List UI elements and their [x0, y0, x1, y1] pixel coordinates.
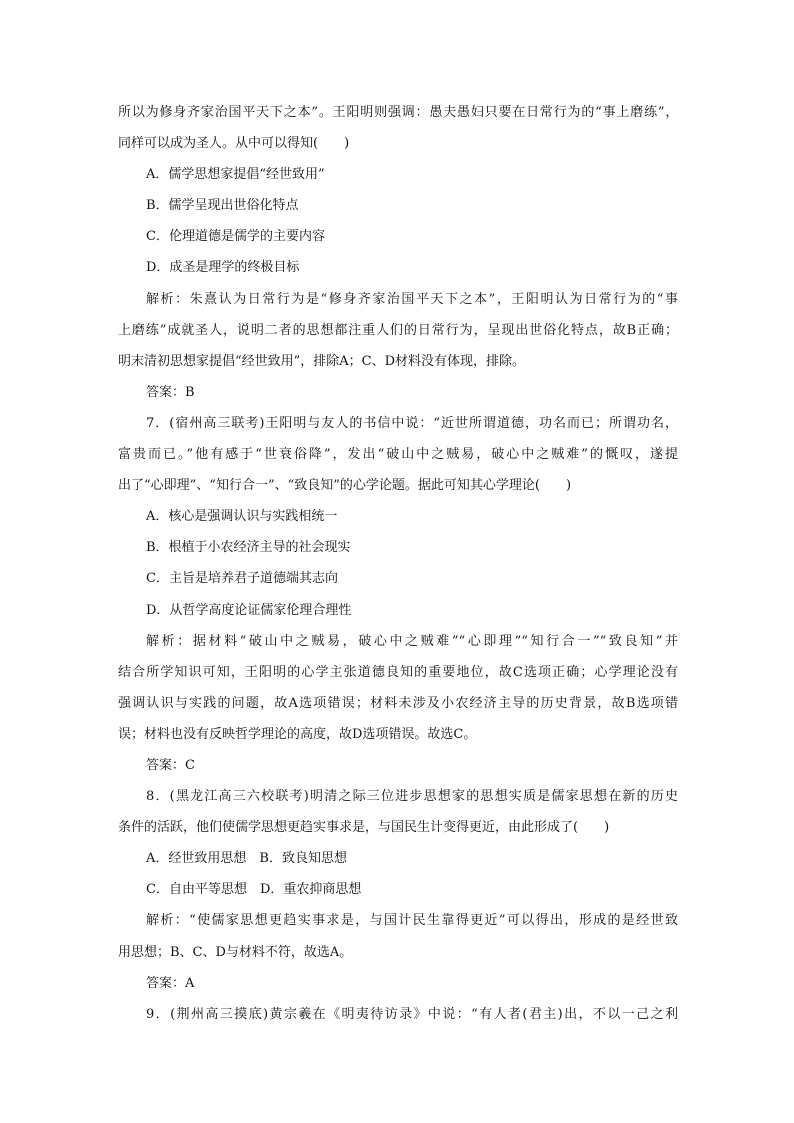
- q6-option-d: D．成圣是理学的终极目标: [146, 260, 300, 276]
- q7-stem-line: 出了“心即理”、“知行合一”、“致良知”的心学论题。据此可知其心学理论( ): [118, 478, 572, 494]
- q9-stem-line: 9．(荆州高三摸底)黄宗羲在《明夷待访录》中说：“有人者(君主)出，不以一己之利: [146, 1006, 678, 1022]
- q6-analysis-line: 明末清初思想家提倡“经世致用”，排除A；C、D材料没有体现，排除。: [118, 353, 526, 369]
- q6-analysis-line: 解析：朱熹认为日常行为是“修身齐家治国平天下之本”，王阳明认为日常行为的“事: [146, 291, 678, 307]
- q8-stem-line: 条件的活跃，他们使儒学思想更趋实事求是，与国民生计变得更近，由此形成了( ): [118, 820, 610, 836]
- q7-option-a: A．核心是强调认识与实践相统一: [146, 509, 338, 525]
- q6-analysis-line: 上磨练”成就圣人，说明二者的思想都注重人们的日常行为，呈现出世俗化特点，故B正确；: [118, 322, 678, 338]
- q6-stem-line: 同样可以成为圣人。从中可以得知( ): [118, 136, 350, 152]
- q8-analysis-line: 解析：“使儒家思想更趋实事求是，与国计民生靠得更近”可以得出，形成的是经世致: [146, 913, 678, 929]
- q7-analysis-line: 解析：据材料“破山中之贼易，破心中之贼难”“心即理”“知行合一”“致良知”并: [146, 633, 678, 649]
- page-content: [118, 97, 678, 1030]
- q7-stem-line: 富贵而已。”他有感于“世衰俗降”，发出“破山中之贼易，破心中之贼难”的慨叹，遂提: [118, 447, 678, 463]
- q7-analysis-line: 误；材料也没有反映哲学理论的高度，故D选项错误。故选C。: [118, 726, 477, 742]
- q7-option-d: D．从哲学高度论证儒家伦理合理性: [146, 602, 352, 618]
- q8-options-ab: A．经世致用思想 B．致良知思想: [146, 851, 347, 867]
- q6-option-a: A．儒学思想家提倡“经世致用”: [146, 167, 325, 183]
- q8-answer: 答案：A: [146, 975, 195, 991]
- q6-option-c: C．伦理道德是儒学的主要内容: [146, 229, 325, 245]
- q7-option-b: B．根植于小农经济主导的社会现实: [146, 540, 351, 556]
- q7-option-c: C．主旨是培养君子道德端其志向: [146, 571, 338, 587]
- q6-option-b: B．儒学呈现出世俗化特点: [146, 198, 299, 214]
- q7-answer: 答案：C: [146, 757, 195, 773]
- q7-analysis-line: 结合所学知识可知，王阳明的心学主张道德良知的重要地位，故C选项正确；心学理论没有: [118, 664, 678, 680]
- q8-analysis-line: 用思想；B、C、D与材料不符，故选A。: [118, 944, 353, 960]
- q6-answer: 答案：B: [146, 384, 195, 400]
- q6-stem-line: 所以为修身齐家治国平天下之本”。王阳明则强调：愚夫愚妇只要在日常行为的“事上磨练”，: [118, 105, 678, 120]
- q7-stem-line: 7．(宿州高三联考)王阳明与友人的书信中说：“近世所谓道德，功名而已；所谓功名，: [146, 415, 678, 431]
- q7-analysis-line: 强调认识与实践的问题，故A选项错误；材料未涉及小农经济主导的历史背景，故B选项错: [118, 695, 678, 711]
- q8-options-cd: C．自由平等思想 D．重农抑商思想: [146, 882, 362, 898]
- q8-stem-line: 8．(黑龙江高三六校联考)明清之际三位进步思想家的思想实质是儒家思想在新的历史: [146, 789, 678, 805]
